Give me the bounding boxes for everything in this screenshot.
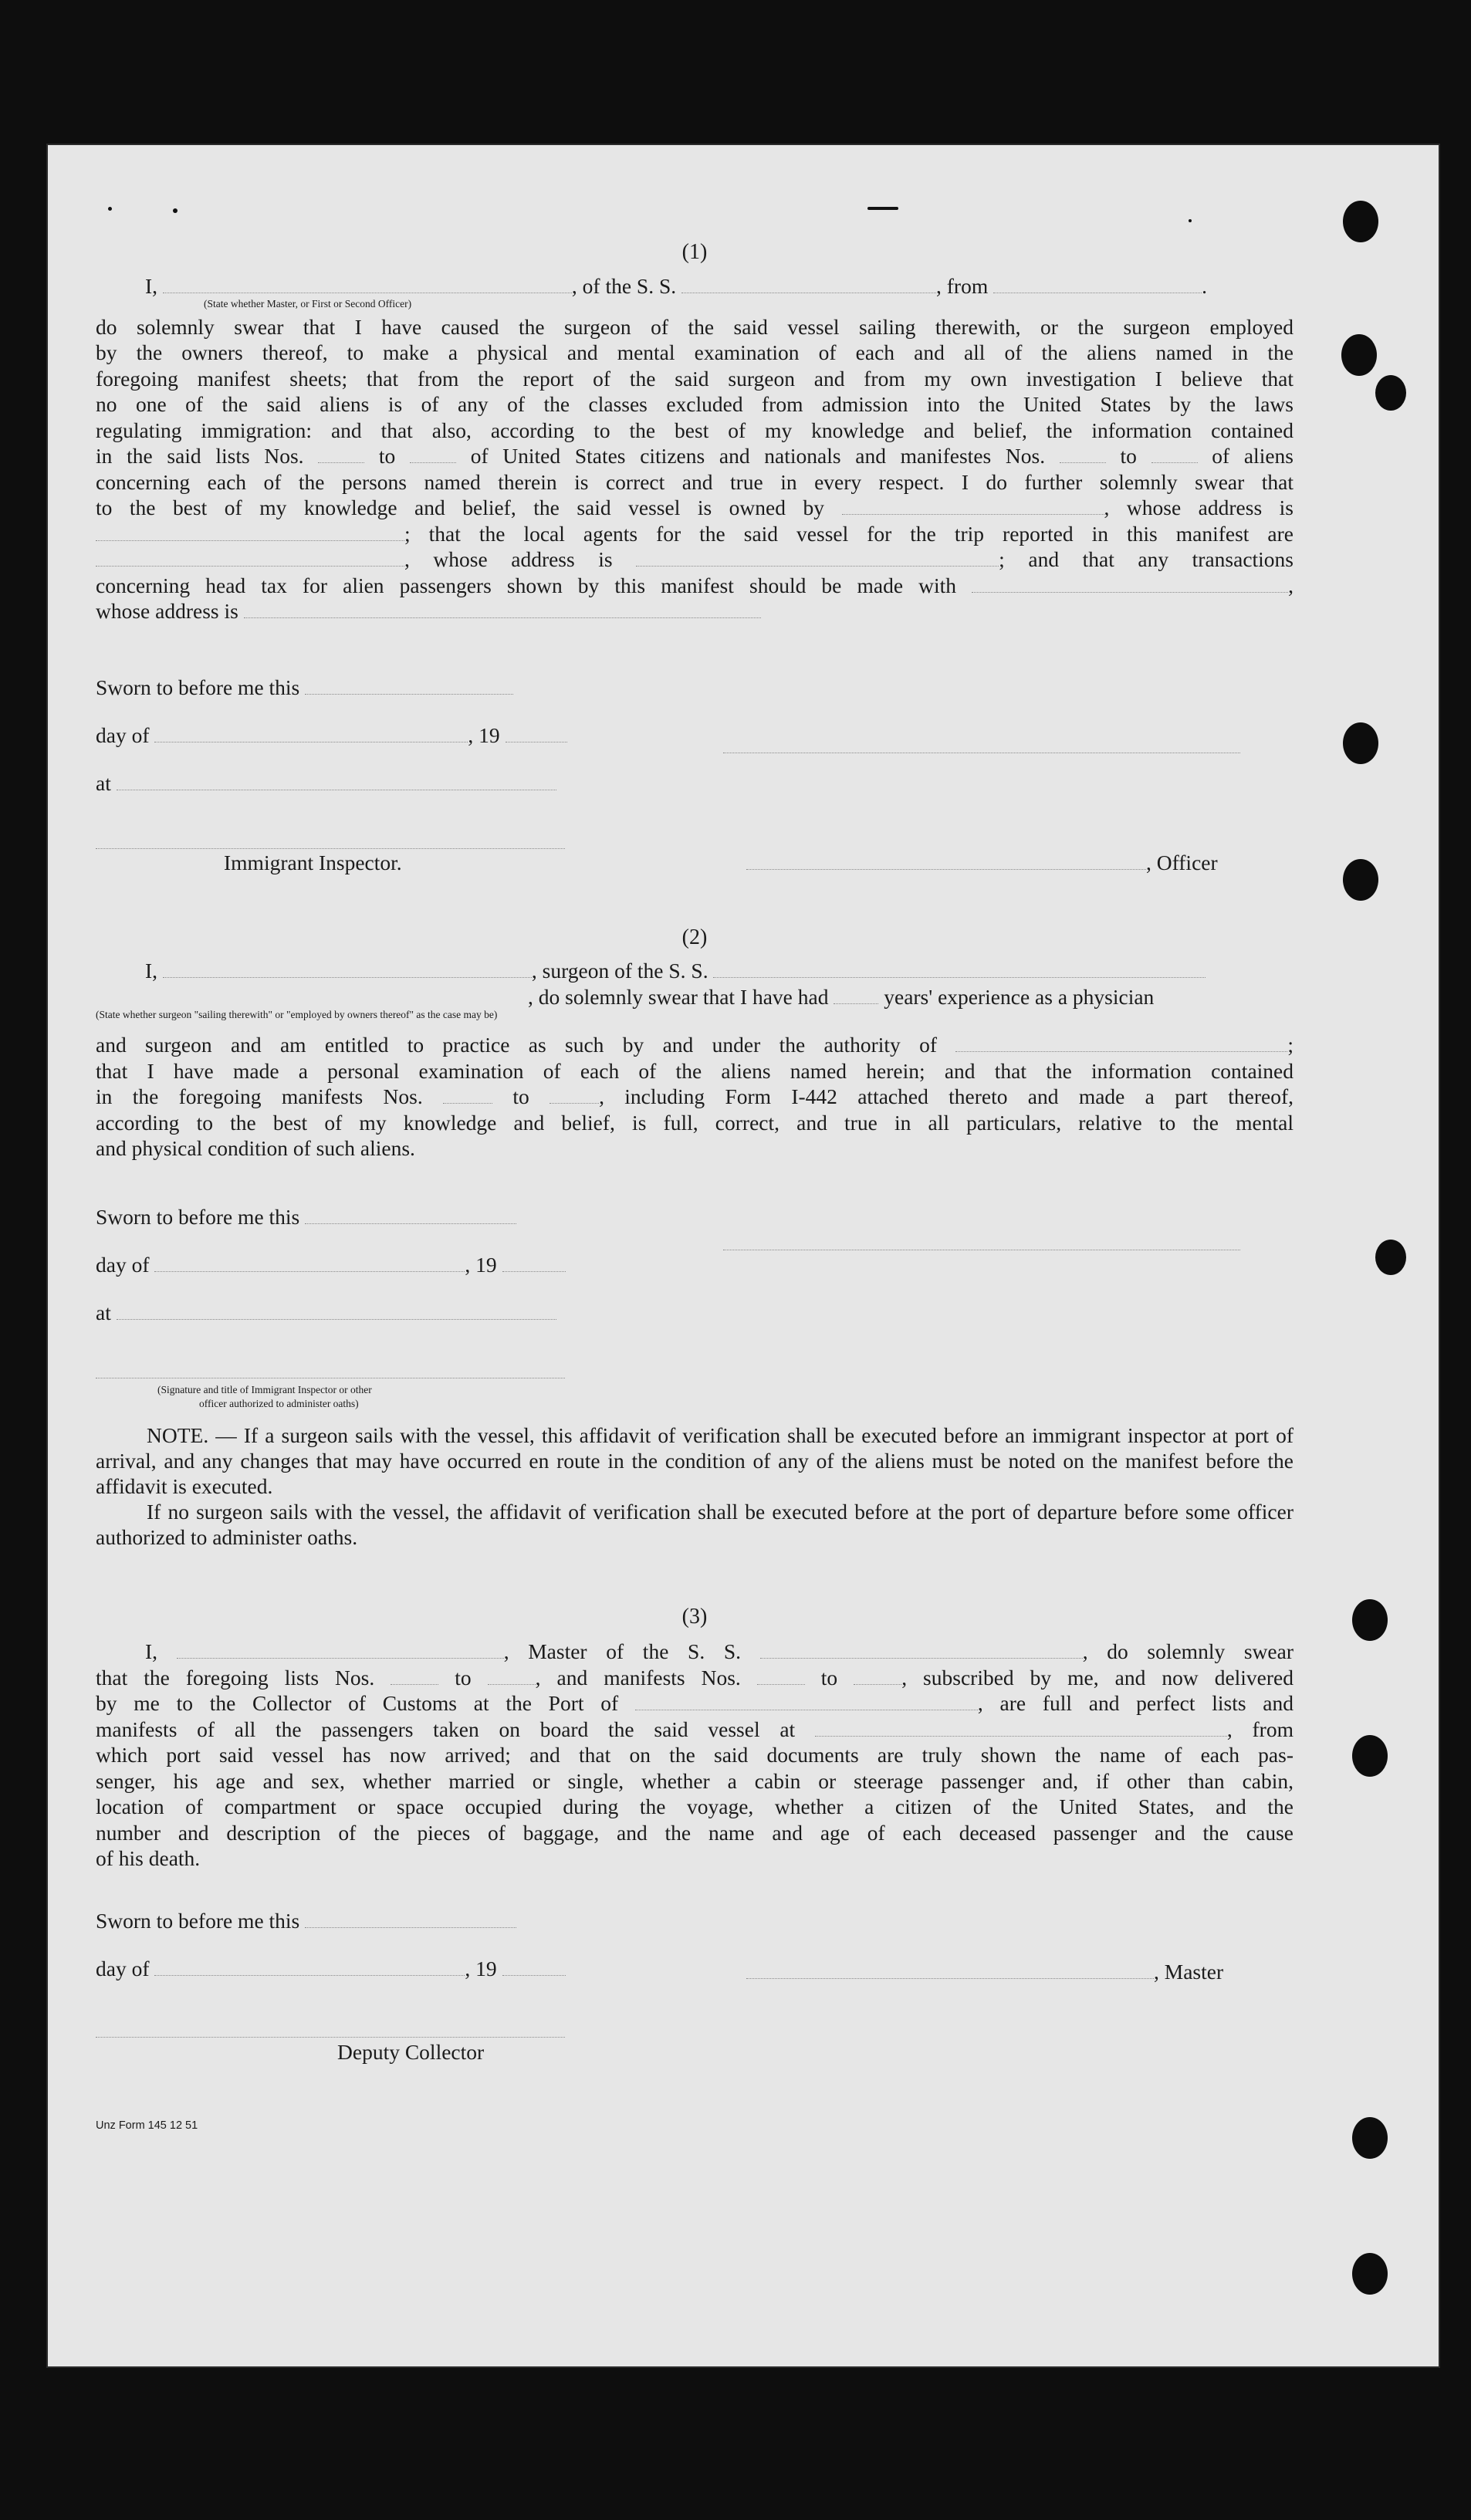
section-3 <box>96 1604 1293 1872</box>
section-2 <box>96 925 1293 1162</box>
year-field[interactable] <box>502 1254 566 1272</box>
surgeon-status-hint: (State whether surgeon "sailing therewith" or "employed by owners thereof" as the case may be) <box>96 1009 498 1020</box>
departure-port-field[interactable] <box>993 276 1202 293</box>
owner-address-line: ; that the local agents for the said vessel for the trip reported in this manifest are <box>96 521 1293 547</box>
sworn-date-field[interactable] <box>305 1206 516 1224</box>
head-tax-address-field[interactable] <box>244 600 761 618</box>
verification-note <box>96 1422 1293 1550</box>
punch-hole <box>1352 1599 1388 1641</box>
citizen-list-from-field[interactable] <box>318 445 364 463</box>
punch-hole <box>1375 1240 1406 1275</box>
master-declaration: I, , Master of the S. S. , do solemnly swear that the foregoing lists Nos. to , and manifests Nos. to , subscribed by me, and now delivered by me to the Collector of Customs at the Port of , are full and perfect lists and manifests of all the passengers taken on board the said vessel at , from which port said vessel has now arrived; and that on the said documents are truly shown the name of each pas- senger, his age and sex, whether married or single, whether a cabin or steerage passenger and, if other than cabin, location of compartment or space occupied during the voyage, whether a citizen of the United States, and the number and description of the pieces of baggage, and the name and age of each deceased passenger and the cause of his death. <box>96 1639 1294 1870</box>
vessel-owner-field[interactable] <box>842 497 1104 515</box>
section-number: (3) <box>681 1605 708 1629</box>
head-tax-contact-field[interactable] <box>972 575 1288 593</box>
local-agents-field[interactable] <box>96 549 404 567</box>
officer-signature-field[interactable] <box>746 852 1146 870</box>
owner-address-field[interactable] <box>96 523 404 541</box>
surgeon-paragraph: and surgeon and am entitled to practice as such by and under the authority of ; that I have made a personal examination of each of the aliens named herein; and that the information contained in the foregoing manifests Nos. to , including Form I-442 attached thereto and made a part thereof, according to the best of my knowledge and belief, is full, correct, and true in all particulars, relative to the mental and physical condition of such aliens. <box>96 1033 1294 1160</box>
manifests-from-field[interactable] <box>757 1667 805 1685</box>
punch-hole <box>1343 859 1378 901</box>
master-oath-line: I, , of the S. S. , from . <box>145 274 1207 298</box>
manifest-to-field[interactable] <box>550 1086 599 1104</box>
punch-hole <box>1352 2117 1388 2159</box>
head-tax-address-line: whose address is <box>96 598 1293 624</box>
vessel-name-field[interactable] <box>681 276 936 293</box>
immigrant-inspector-label: Immigrant Inspector. <box>224 851 402 874</box>
inspector-signature-line[interactable] <box>96 847 565 849</box>
paper-speck <box>173 208 178 213</box>
punch-hole <box>1343 722 1378 764</box>
surgeon-line: I, , surgeon of the S. S. <box>96 958 1293 984</box>
paper-speck <box>867 207 898 210</box>
punch-hole <box>1375 375 1406 411</box>
section-1 <box>96 239 1293 624</box>
manifest-from-field[interactable] <box>443 1086 492 1104</box>
day-of-month-field[interactable] <box>154 1254 465 1272</box>
lists-line: that the foregoing lists Nos. to , and manifests Nos. to , subscribed by me, and now delivered <box>96 1665 1293 1690</box>
sworn-date-field[interactable] <box>305 1910 516 1928</box>
oath-paragraph: do solemnly swear that I have caused the surgeon of the said vessel sailing therewith, or the surgeon employed by the owners thereof, to make a physical and mental examination of each and all of the aliens named in the foregoing manifest sheets; that from the report of the said surgeon and from my own investigation I believe that no one of the said aliens is of any of the classes excluded from admission into the United States by the laws regulating immigration: and that also, according to the best of my knowledge and belief, the information contained in the said lists Nos. to of United States citizens and nationals and manifestes Nos. to of aliens concerning each of the persons named therein is correct and true in every respect. I do further solemnly swear that to the best of my knowledge and belief, the said vessel is owned by , whose address is ; that the local agents for the said vessel for the trip reported in this manifest are , whose address is ; and that any transactions concerning head tax for alien passengers shown by this manifest should be made with , whose address is <box>96 314 1294 623</box>
surgeon-vessel-field[interactable] <box>713 960 1206 978</box>
surgeon-name-field[interactable] <box>163 960 532 978</box>
master-line: I, , Master of the S. S. , do solemnly swear <box>145 1639 1293 1663</box>
sworn-place-field[interactable] <box>117 1302 556 1320</box>
authority-line: and surgeon and am entitled to practice as such by and under the authority of ; <box>96 1033 1294 1057</box>
manifests-to-field[interactable] <box>854 1667 901 1685</box>
owner-line: to the best of my knowledge and belief, the said vessel is owned by , whose address is <box>96 496 1294 519</box>
sworn-date-field[interactable] <box>305 677 513 695</box>
paper-speck <box>108 207 112 211</box>
lists-numbers-line: in the said lists Nos. to of United States citizens and nationals and manifestes Nos. to of aliens <box>96 444 1293 468</box>
day-of-month-field[interactable] <box>154 725 468 742</box>
agents-address-field[interactable] <box>636 549 999 567</box>
signature-title-hint: officer authorized to administer oaths) <box>199 1398 359 1409</box>
officer-title-hint: (State whether Master, or First or Second Officer) <box>204 297 412 310</box>
note-surgeon-aboard: NOTE. — If a surgeon sails with the vessel, this affidavit of verification shall be executed before an immigrant inspector at port of arrival, and any changes that may have occurred en route in the condition of any of the aliens must be noted on the manifest before the affidavit is executed. <box>96 1423 1293 1498</box>
years-experience-field[interactable] <box>834 986 878 1004</box>
deputy-collector-label: Deputy Collector <box>337 2040 485 2064</box>
day-of-month-field[interactable] <box>154 1958 465 1976</box>
experience-line: , do solemnly swear that I have had years' experience as a physician <box>528 984 1155 1009</box>
citizen-list-to-field[interactable] <box>410 445 456 463</box>
alien-manifest-from-field[interactable] <box>1060 445 1106 463</box>
surgeon-signature-line[interactable] <box>723 1249 1240 1250</box>
punch-hole <box>1352 1735 1388 1777</box>
punch-hole <box>1341 334 1377 376</box>
inspector-signature-line[interactable] <box>96 1377 565 1378</box>
boarding-port-field[interactable] <box>815 1719 1227 1737</box>
lists-from-field[interactable] <box>391 1667 438 1685</box>
collector-signature-line[interactable] <box>96 2036 565 2038</box>
boarding-port-line: manifests of all the passengers taken on board the said vessel at , from <box>96 1717 1293 1741</box>
section-number: (2) <box>681 925 708 949</box>
head-tax-line: concerning head tax for alien passengers shown by this manifest should be made with , <box>96 573 1294 597</box>
officer-title-field[interactable] <box>163 276 572 293</box>
form-number: Unz Form 145 12 51 <box>96 2119 198 2132</box>
section-number: (1) <box>681 240 708 264</box>
master-signature-field[interactable] <box>746 1961 1154 1979</box>
year-field[interactable] <box>506 725 567 742</box>
punch-hole <box>1352 2253 1388 2295</box>
form-sheet: (1) I, , of the S. S. , from . (State whether Master, or First or Second Officer) do solemnly swear that I have caused the surgeon of the said vessel sailing therewith, or the surgeon employed by the owners thereof, to make a physical and mental examination of each and all of the aliens named in the foregoing manifest sheets; that from the report of the said surgeon and from my own investigation I believe that no one of the said aliens is of any of the classes excluded from admission into the United States by the laws regulating immigration: and that also, according to the best of my knowledge and belief, the information contained in the said lists Nos. to of United States citizens and nationals and manifestes Nos. to of aliens concerning each of the persons named therein is correct and true in every respect. I do further solemnly swear that to the best of my knowledge and belief, the said vessel is owned by , whose address is ; that the local agents for the said vessel for the trip reported in this manifest are , whose address is ; and that any transactions concerning head tax for alien passengers shown by this manifest should be made with , whose address is Sworn to before me this day of , 19 at Immigrant Inspector. , Officer (2) I, , surgeon of the S. S. , do solemnly swear that I have had years' experience as a physician (State whether surgeon "sailing therewith" or "employed by owners thereof" as the case may be) and surgeon and am entitled to practice as such by and under the authority of ; that I have made a personal examination of each of the aliens named herein; and that the information contained in the foregoing manifests Nos. to , including Form I-442 attached thereto and made a part thereof, according to the best of my knowledge and belief, is full, correct, and true in all particulars, relative to the mental and physical condition of such aliens. Sworn to before me this day of , 19 at (Signature and title of Immigrant Inspector or other officer authorized to administer oaths) NOTE. — If a surgeon sails with the vessel, this affidavit of verification shall be executed before an immigrant inspector at port of arrival, and any changes that may have occurred en route in the condition of any of the aliens must be noted on the manifest before the affidavit is executed. If no surgeon sails with the vessel, the affidavit of verification shall be executed before at the port of departure before some officer authorized to administer oaths. (3) I, , Master of the S. S. , do solemnly swear that the foregoing lists Nos. to , and manifests Nos. to , subscribed by me, and now delivered by me to the Collector of Customs at the Port of , are full and perfect lists and manifests of all the passengers taken on board the said vessel at , from which port said vessel has now arrived; and that on the said documents are truly shown the name of each pas- senger, his age and sex, whether married or single, whether a cabin or steerage passenger and, if other than cabin, location of compartment or space occupied during the voyage, whether a citizen of the United States, and the number and description of the pieces of baggage, and the name and age of each deceased passenger and the cause of his death. Sworn to before me this day of , 19 , Master Deputy Collector Unz Form 145 12 51 <box>48 145 1439 2366</box>
agents-line: , whose address is ; and that any transactions <box>96 546 1293 573</box>
licensing-authority-field[interactable] <box>955 1034 1287 1052</box>
paper-speck <box>1189 219 1192 222</box>
alien-manifest-to-field[interactable] <box>1151 445 1198 463</box>
manifest-numbers-line: in the foregoing manifests Nos. to , including Form I-442 attached thereto and made a part thereof, <box>96 1084 1294 1108</box>
punch-hole <box>1343 201 1378 242</box>
sworn-place-field[interactable] <box>117 773 556 790</box>
signature-title-hint: (Signature and title of Immigrant Inspector or other <box>157 1384 372 1395</box>
customs-port-field[interactable] <box>635 1693 978 1710</box>
lists-to-field[interactable] <box>488 1667 536 1685</box>
master-signature-line[interactable] <box>723 752 1240 753</box>
note-no-surgeon: If no surgeon sails with the vessel, the affidavit of verification shall be executed before at the port of departure before some officer authorized to administer oaths. <box>96 1500 1293 1549</box>
master-vessel-field[interactable] <box>760 1641 1083 1659</box>
year-field[interactable] <box>502 1958 566 1976</box>
master-name-field[interactable] <box>177 1641 504 1659</box>
customs-port-line: by me to the Collector of Customs at the Port of , are full and perfect lists and <box>96 1691 1294 1715</box>
